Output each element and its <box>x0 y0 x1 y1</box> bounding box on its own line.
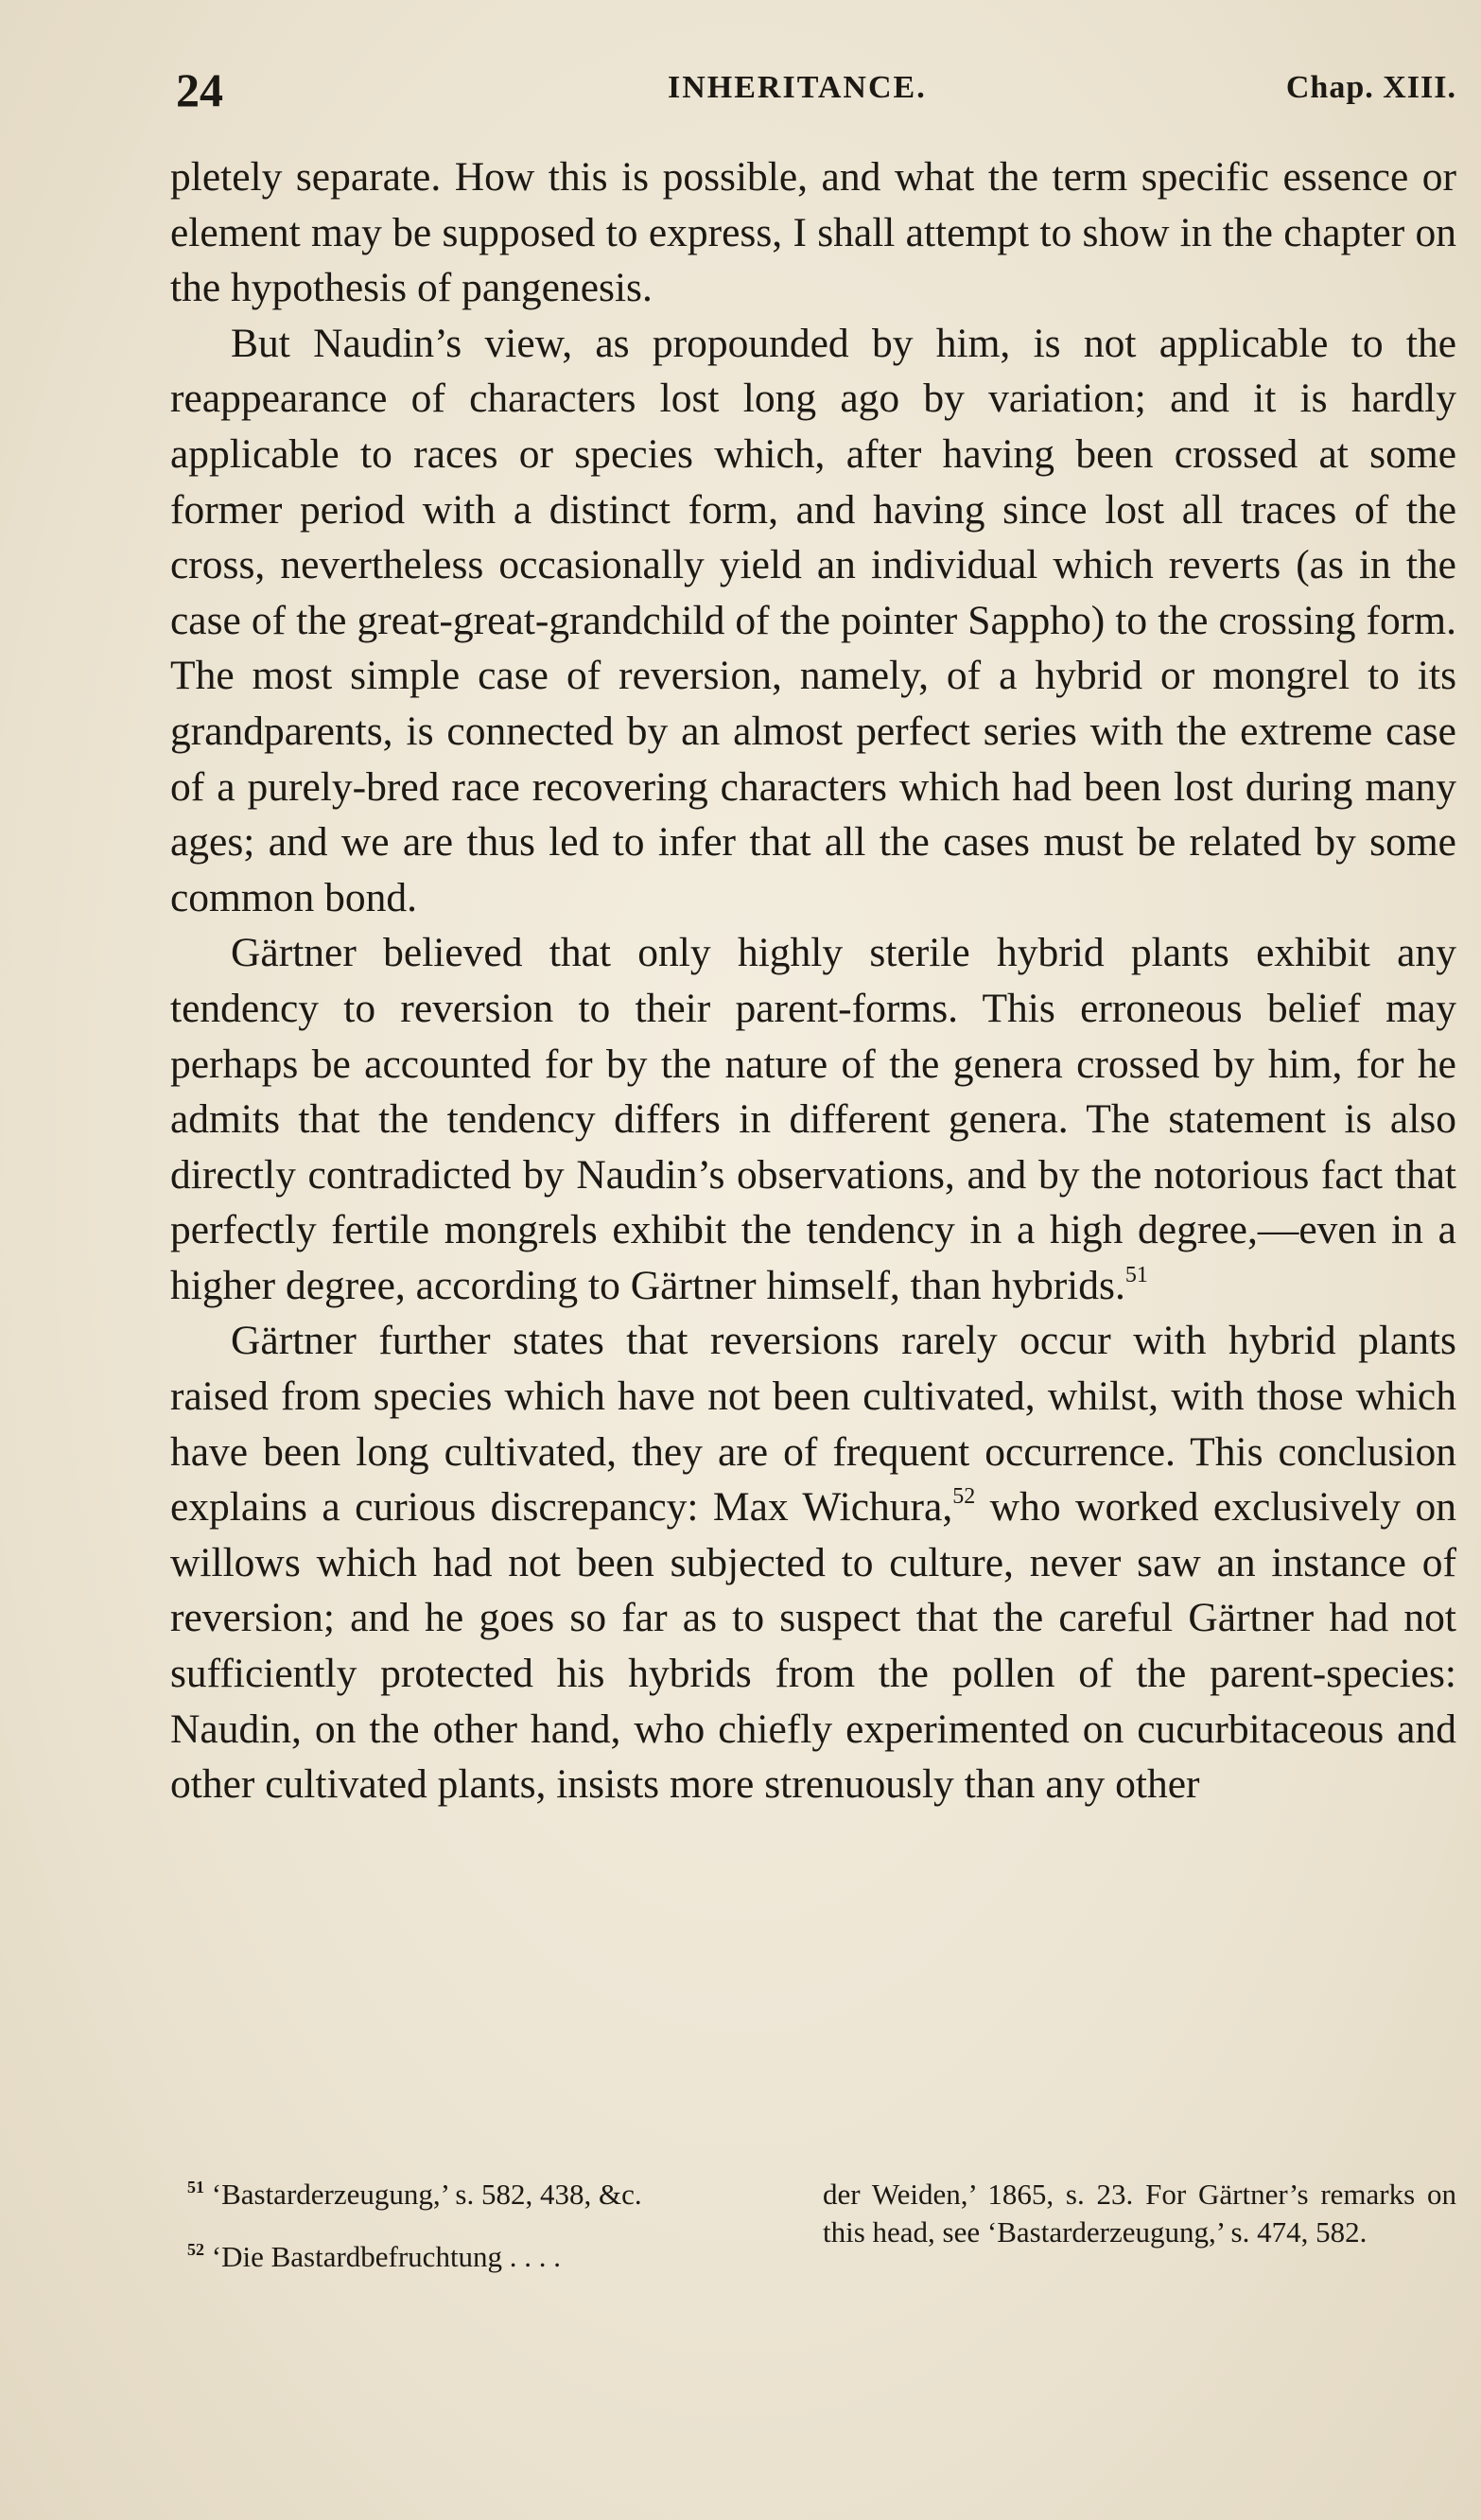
footnote-52-text: ‘Die Bastardbefruchtung . . . . <box>211 2240 562 2273</box>
footnotes-right-column <box>823 2176 1456 2251</box>
body-text <box>170 149 1456 1812</box>
footnote-reference: 52 <box>952 1484 976 1510</box>
footnotes <box>170 2176 1456 2318</box>
chapter-label: Chap. XIII. <box>1285 70 1456 105</box>
running-title: INHERITANCE. <box>668 70 927 105</box>
paragraph <box>170 149 1456 316</box>
paragraph <box>170 316 1456 926</box>
paragraph-text: pletely separate. How this is possible, and what the term specific essence or element may be supposed to express, I shall attempt to show in the chapter on the hypothesis of pangenesis. <box>170 154 1456 311</box>
footnote-51-number: 51 <box>187 2178 204 2196</box>
paragraph-text: But Naudin’s view, as propounded by him, is not applicable to the reappearance of characters lost long ago by variation; and it is hardly applicable to races or species which, after having been crossed at some former period with a distinct form, and having since lost all traces of the cross, nevertheless occasionally yield an individual which reverts (as in the case of the great-great-grandchild of the pointer Sappho) to the crossing form. The most simple case of reversion, namely, of a hybrid or mongrel to its grandparents, is connected by an almost perfect series with the extreme case of a purely-bred race recovering characters which had been lost during many ages; and we are thus led to infer that all the cases must be related by some common bond. <box>170 320 1456 920</box>
paragraph <box>170 925 1456 1313</box>
paragraph-text: Gärtner further states that reversions rarely occur with hybrid plants raised from species which have not been cultivated, whilst, with those which have been long cultivated, they are of frequent occurrence. This conclusion explains a curious discrepancy: Max Wichura, <box>170 1318 1456 1531</box>
paragraph <box>170 1313 1456 1811</box>
footnote-51-text: ‘Bastarderzeugung,’ s. 582, 438, &c. <box>211 2178 642 2211</box>
footnote-52-number: 52 <box>187 2240 204 2259</box>
footnote-51 <box>170 2176 785 2214</box>
footnote-52-continuation: der Weiden,’ 1865, s. 23. For Gärtner’s remarks on this head, see ‘Bastarderzeugung,’ s. 474, 582. <box>823 2178 1456 2249</box>
page-header <box>176 62 1456 119</box>
paragraph-text: Gärtner believed that only highly sterile hybrid plants exhibit any tendency to reversion to their parent-forms. This erroneous belief may perhaps be accounted for by the nature of the genera crossed by him, for he admits that the tendency differs in different genera. The statement is also directly contradicted by Naudin’s observations, and by the notorious fact that perfectly fertile mongrels exhibit the tendency in a high degree,—even in a higher degree, according to Gärtner himself, than hybrids. <box>170 930 1456 1308</box>
page-number: 24 <box>176 63 223 116</box>
footnotes-left-column <box>170 2176 785 2276</box>
footnote-52 <box>170 2238 785 2276</box>
footnote-reference: 51 <box>1124 1262 1148 1287</box>
paragraph-text: who worked exclusively on willows which had not been subjected to culture, never saw an instance of reversion; and he goes so far as to suspect that the careful Gärtner had not sufficiently protected his hybrids from the pollen of the parent-species: Naudin, on the other hand, who chiefly experimented on cucurbitaceous and other cultivated plants, insists more strenuously than any other <box>170 1484 1456 1808</box>
